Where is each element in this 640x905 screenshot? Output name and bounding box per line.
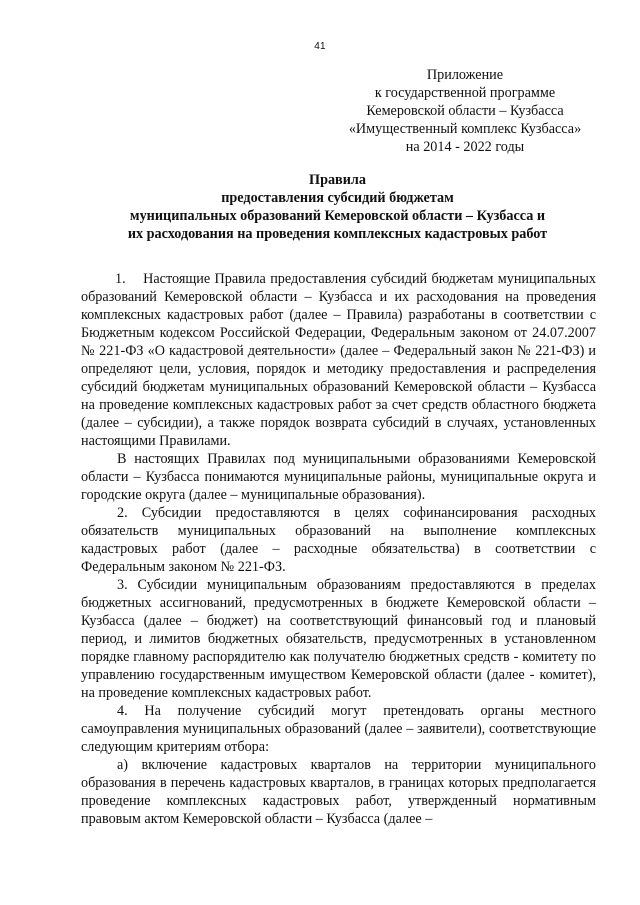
appendix-heading — [320, 66, 610, 156]
appendix-line: «Имущественный комплекс Кузбасса» — [348, 121, 582, 137]
appendix-line: Кемеровской области – Кузбасса — [366, 103, 564, 119]
title-line: предоставления субсидий бюджетам — [221, 190, 454, 206]
paragraph-1: 1. Настоящие Правила предоставления субсидий бюджетам муниципальных образований Кемеровской области – Кузбасса и их расходования на проведения комплексных кадастровых работ (далее – Правила) разработаны в соответствии с Бюджетным кодексом Российской Федерации, Федеральным законом от 24.07.2007 № 221-ФЗ «О кадастровой деятельности» (далее – Федеральный закон № 221-ФЗ) и определяют цели, условия, порядок и методику предоставления и распределения субсидий бюджетам муниципальных образований Кемеровской области – Кузбасса на проведение комплексных кадастровых работ за счет средств областного бюджета (далее – субсидии), а также порядок возврата субсидий в случаях, установленных настоящими Правилами. — [81, 271, 596, 449]
title-line: муниципальных образований Кемеровской области – Кузбасса и — [129, 208, 546, 224]
title-line: их расходования на проведения комплексных кадастровых работ — [127, 226, 548, 242]
appendix-line: на 2014 - 2022 годы — [405, 139, 525, 155]
appendix-line: к государственной программе — [374, 85, 556, 101]
paragraph-2: 2. Субсидии предоставляются в целях софинансирования расходных обязательств муниципальных образований на выполнение комплексных кадастровых работ (далее – расходные обязательства) в соответствии с Федеральным законом № 221-ФЗ. — [81, 505, 596, 575]
document-body — [81, 270, 596, 828]
document-title — [60, 171, 615, 243]
appendix-line: Приложение — [426, 67, 504, 83]
paragraph-4a: а) включение кадастровых кварталов на территории муниципального образования в перечень кадастровых кварталов, в границах которых предполагается проведение комплексных кадастровых работ, утвержденный нормативным правовым актом Кемеровской области – Кузбасса (далее – — [81, 757, 596, 827]
page-number: 41 — [314, 41, 326, 52]
title-line: Правила — [309, 172, 366, 188]
paragraph-municipal-definition: В настоящих Правилах под муниципальными образованиями Кемеровской области – Кузбасса понимаются муниципальные районы, муниципальные округа и городские округа (далее – муниципальные образования). — [81, 451, 596, 503]
paragraph-4: 4. На получение субсидий могут претендовать органы местного самоуправления муниципальных образований (далее – заявители), соответствующие следующим критериям отбора: — [81, 703, 596, 755]
paragraph-3: 3. Субсидии муниципальным образованиям предоставляются в пределах бюджетных ассигнований, предусмотренных в бюджете Кемеровской области – Кузбасса (далее – бюджет) на соответствующий финансовый год и плановый период, и лимитов бюджетных обязательств, предусмотренных в установленном порядке главному распорядителю как получателю бюджетных средств - комитету по управлению государственным имуществом Кемеровской области (далее - комитет), на проведение комплексных кадастровых работ. — [81, 577, 596, 701]
